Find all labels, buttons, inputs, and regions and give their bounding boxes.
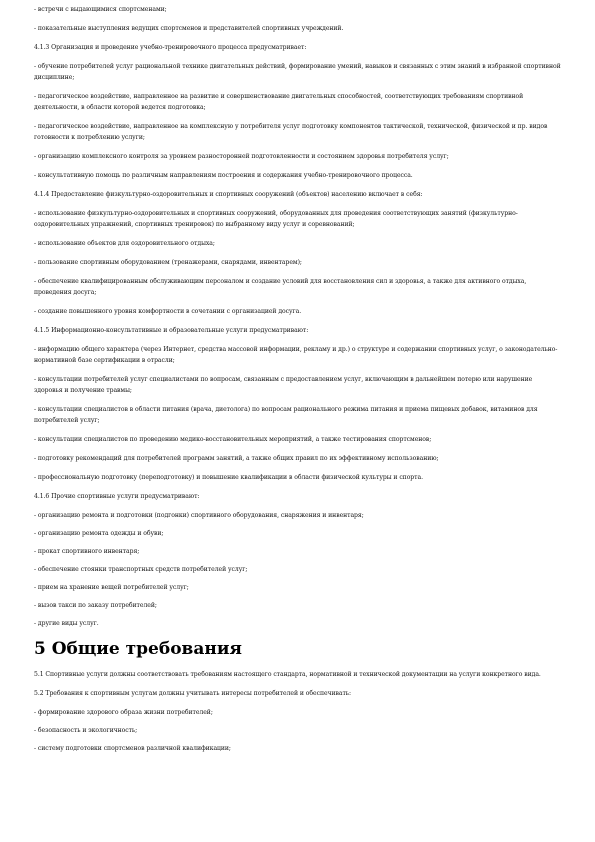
paragraph: - прием на хранение вещей потребителей услуг;	[34, 584, 189, 591]
paragraphs-bottom	[34, 669, 561, 754]
paragraph: - создание повышенного уровня комфортности в сочетании с организацией досуга.	[34, 308, 302, 315]
paragraph: - использование объектов для оздоровительного отдыха;	[34, 240, 215, 247]
paragraph: - подготовку рекомендаций для потребителей программ занятий, а также общих правил по их эффективному использованию;	[34, 455, 439, 462]
paragraph: - организацию ремонта одежды и обуви;	[34, 530, 164, 537]
paragraph: - обеспечение стоянки транспортных средств потребителей услуг;	[34, 566, 248, 573]
clause-heading: 4.1.5 Информационно-консультативные и образовательные услуги предусматривают:	[34, 327, 309, 334]
paragraph: - показательные выступления ведущих спортсменов и представителей спортивных учреждений.	[34, 25, 344, 32]
paragraph: - встречи с выдающимися спортсменами;	[34, 6, 167, 13]
paragraph: - обучение потребителей услуг рациональной технике двигательных действий, формирование умений, навыков и связанных с этим знаний в избранной спортивной дисциплине;	[34, 63, 561, 81]
paragraph: - прокат спортивного инвентаря;	[34, 548, 140, 555]
paragraph: - безопасность и экологичность;	[34, 727, 138, 734]
clause-heading: 4.1.4 Предоставление физкультурно-оздоровительных и спортивных сооружений (объектов) населению включает в себя:	[34, 191, 423, 198]
paragraph: - профессиональную подготовку (переподготовку) и повышение квалификации в области физической культуры и спорта.	[34, 474, 423, 481]
paragraph: - консультации потребителей услуг специалистами по вопросам, связанным с предоставлением услуг, включающим в дальнейшем потерю или нарушение здоровья и получение травмы;	[34, 376, 533, 394]
paragraph: - консультативную помощь по различным направлениям построения и содержания учебно-тренировочного процесса.	[34, 172, 413, 179]
paragraph: - организацию ремонта и подготовки (подгонки) спортивного оборудования, снаряжения и инвентаря;	[34, 512, 364, 519]
paragraph: - систему подготовки спортсменов различной квалификации;	[34, 745, 231, 752]
paragraph: - консультации специалистов по проведению медико-восстановительных мероприятий, а также тестирования спортсменов;	[34, 436, 432, 443]
paragraph: - информацию общего характера (через Интернет, средства массовой информации, рекламу и др.) о структуре и содержании спортивных услуг, о законодательно-нормативной базе сертификации в отрасли;	[34, 346, 558, 364]
paragraph: - педагогическое воздействие, направленное на комплексную у потребителя услуг подготовку компонентов тактической, технической, физической и пр. видов готовности к потреблению услуги;	[34, 123, 548, 141]
paragraph: 5.1 Спортивные услуги должны соответствовать требованиям настоящего стандарта, нормативной и технической документации на услуги конкретного вида.	[34, 671, 541, 678]
paragraph: - формирование здорового образа жизни потребителей;	[34, 709, 213, 716]
clause-heading: 4.1.6 Прочие спортивные услуги предусматривают:	[34, 493, 200, 500]
paragraph: - другие виды услуг.	[34, 620, 99, 627]
paragraph: - консультации специалистов в области питания (врача, диетолога) по вопросам рационального режима питания и приема пищевых добавок, витаминов для потребителей услуг;	[34, 406, 538, 424]
clause-heading: 4.1.3 Организация и проведение учебно-тренировочного процесса предусматривает:	[34, 44, 307, 51]
paragraph: - организацию комплексного контроля за уровнем разносторонней подготовленности и состоянием здоровья потребителя услуг;	[34, 153, 449, 160]
paragraph: - вызов такси по заказу потребителей;	[34, 602, 157, 609]
paragraph: 5.2 Требования к спортивным услугам должны учитывать интересы потребителей и обеспечивать:	[34, 690, 352, 697]
paragraph: - обеспечение квалифицированным обслуживающим персоналом и создание условий для восстановления сил и здоровья, а также для активного отдыха, проведения досуга;	[34, 278, 527, 296]
section-heading: 5 Общие требования	[34, 639, 242, 659]
paragraph: - пользование спортивным оборудованием (тренажерами, снарядами, инвентарем);	[34, 259, 302, 266]
paragraph: - использование физкультурно-оздоровительных и спортивных сооружений, оборудованных для проведения соответствующих занятий (физкультурно-оздоровительных упражнений, спортивных тренировок) по выбранному виду услуг и соревнований;	[34, 210, 518, 228]
paragraphs-top	[34, 4, 561, 629]
paragraph: - педагогическое воздействие, направленное на развитие и совершенствование двигательных способностей, соответствующих требованиям спортивной деятельности, в области которой ведется подготовка;	[34, 93, 524, 111]
